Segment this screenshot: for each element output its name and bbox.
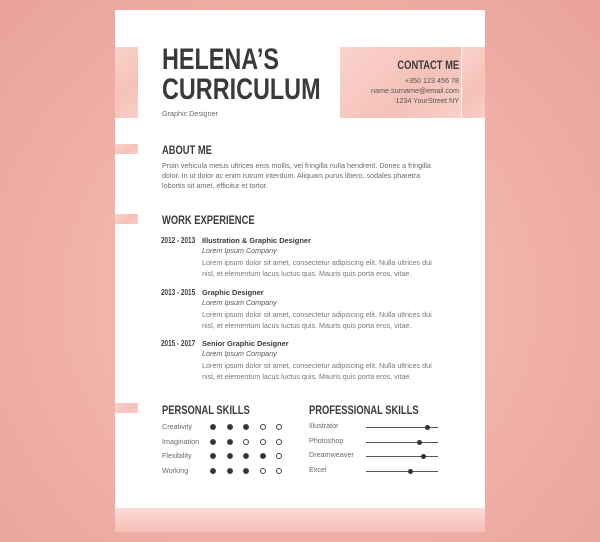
rating-dot-empty: [260, 424, 266, 430]
rating-dot-filled: [243, 468, 249, 474]
work-dates: 2015 - 2017: [161, 339, 196, 348]
work-dates: 2013 - 2015: [161, 288, 196, 297]
professional-skills-title: PROFESSIONAL SKILLS: [309, 403, 419, 417]
professional-skill-label: Illustrator: [309, 421, 339, 430]
rating-dot-empty: [260, 468, 266, 474]
rating-dot-filled: [227, 439, 233, 445]
personal-skill-label: Creativity: [162, 422, 192, 431]
footer-band: [115, 508, 485, 532]
professional-skill-label: Dreamweaver: [309, 450, 354, 459]
skill-level-knob: [425, 425, 430, 430]
rating-dot-filled: [210, 453, 216, 459]
personal-skills-title: PERSONAL SKILLS: [162, 403, 250, 417]
work-role: Senior Graphic Designer: [202, 339, 289, 348]
rating-dot-empty: [243, 439, 249, 445]
about-line: lobortis sit amet, efficitur et tortor.: [162, 181, 268, 190]
resume-page: [115, 10, 485, 532]
rating-dot-empty: [276, 453, 282, 459]
personal-skill-label: Flexibility: [162, 451, 192, 460]
contact-phone: +350 123 456 78: [404, 76, 459, 85]
work-description: Lorem ipsum dolor sit amet, consectetur adipiscing elit. Nulla ultrices dui nisl, et elementum lacus luctus quis. Mauris quis porta eros, vitae.: [202, 310, 432, 330]
professional-skill-label: Excel: [309, 464, 327, 474]
rating-dot-filled: [227, 424, 233, 430]
work-role: Graphic Designer: [202, 288, 264, 297]
about-title: ABOUT ME: [162, 143, 212, 157]
rating-dot-filled: [210, 439, 216, 445]
name-line-1: HELENA’S: [162, 43, 280, 76]
skill-level-slider: [366, 471, 438, 472]
rating-dot-empty: [260, 439, 266, 445]
personal-skill-label: Imagination: [162, 436, 200, 446]
work-company: Lorem Ipsum Company: [202, 349, 277, 358]
name-line-2: CURRICULUM: [162, 73, 321, 106]
contact-title: CONTACT ME: [397, 58, 459, 72]
work-description: Lorem ipsum dolor sit amet, consectetur adipiscing elit. Nulla ultrices dui nisl, et elementum lacus luctus quis. Mauris quis porta eros, vitae.: [202, 258, 432, 278]
about-line: dolor. In ut dolor ac enim rutrum interdum. Aliquam purus libero, sodales pharetra: [162, 171, 421, 180]
work-company: Lorem Ipsum Company: [202, 246, 277, 255]
rating-dot-empty: [276, 424, 282, 430]
work-company: Lorem Ipsum Company: [202, 298, 277, 307]
work-description: Lorem ipsum dolor sit amet, consectetur adipiscing elit. Nulla ultrices dui nisl, et elementum lacus luctus quis. Mauris quis porta eros, vitae.: [202, 361, 432, 381]
accent-band-right: [462, 47, 485, 118]
work-dates: 2012 - 2013: [161, 236, 196, 245]
role-subtitle: Graphic Designer: [162, 109, 218, 118]
accent-band-header: [115, 47, 138, 118]
accent-tab-skills: [115, 403, 138, 413]
skill-level-knob: [417, 440, 422, 445]
skill-level-slider: [366, 442, 438, 443]
skill-level-slider: [366, 456, 438, 457]
professional-skill-label: Photoshop: [309, 435, 344, 445]
contact-email[interactable]: name.surname@email.com: [371, 86, 459, 95]
rating-dot-empty: [276, 439, 282, 445]
rating-dot-filled: [243, 453, 249, 459]
skill-level-knob: [421, 454, 426, 459]
accent-tab-about: [115, 144, 138, 154]
about-line: Proin vehicula metus ultrices eros mollis, vel fringilla nulla hendrerit. Donec a fringilla: [162, 161, 431, 170]
rating-dot-filled: [210, 424, 216, 430]
rating-dot-filled: [260, 453, 266, 459]
work-role: Illustration & Graphic Designer: [202, 236, 311, 245]
rating-dot-filled: [227, 453, 233, 459]
rating-dot-empty: [276, 468, 282, 474]
skill-level-knob: [408, 469, 413, 474]
rating-dot-filled: [210, 468, 216, 474]
accent-tab-work: [115, 214, 138, 224]
contact-address: 1234 YourStreet NY: [395, 96, 459, 105]
skill-level-slider: [366, 427, 438, 428]
rating-dot-filled: [227, 468, 233, 474]
work-title: WORK EXPERIENCE: [162, 213, 255, 227]
rating-dot-filled: [243, 424, 249, 430]
personal-skill-label: Working: [162, 465, 189, 475]
